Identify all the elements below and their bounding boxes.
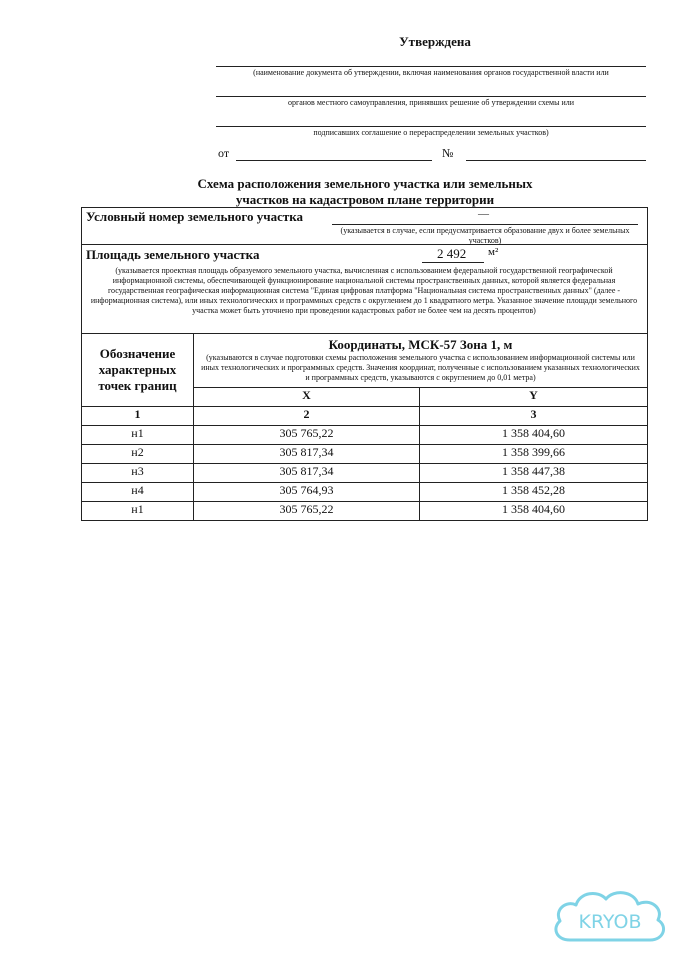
y-value: 1 358 447,38 bbox=[420, 464, 648, 483]
approved-title: Утверждена bbox=[399, 34, 471, 49]
point-name: н1 bbox=[82, 426, 194, 445]
document-title-line-2: участков на кадастровом плане территории bbox=[235, 192, 495, 207]
area-hint: (указывается проектная площадь образуемого земельного участка, вычисленная с использованием федеральной государственной географической информационной системы, обеспечивающей функционирование национальной системы пространственных данных, которой является федеральная государственная географическая информационная система "Единая цифровая платформа "Национальная система пространственных данных" (далее - информационная система), или иных технологических и программных средств с округлением до 1 квадратного метра. Указанное значение площади земельного участка может быть уточнено при проведении кадастровых работ не более чем на десять процентов) bbox=[90, 266, 638, 315]
area-value: 2 492 bbox=[437, 246, 467, 261]
table-row bbox=[82, 464, 648, 483]
plot-number-label: Условный номер земельного участка bbox=[86, 209, 304, 224]
watermark-text: KRYOB bbox=[578, 911, 642, 933]
x-value: 305 765,22 bbox=[194, 502, 420, 521]
column-number: 1 bbox=[82, 407, 194, 426]
table-row bbox=[82, 445, 648, 464]
approval-hint-1: (наименование документа об утверждении, включая наименования органов государственной власти или bbox=[253, 68, 609, 77]
coords-hint: (указываются в случае подготовки схемы расположения земельного участка с использованием информационной системы или иных технологических и программных средств. Значения координат, полученные с использованием указанных технологических и программных средств, указываются с округлением до 0,01 метра) bbox=[201, 353, 640, 382]
plot-number-row bbox=[82, 208, 648, 245]
x-value: 305 817,34 bbox=[194, 464, 420, 483]
x-header: X bbox=[194, 387, 420, 406]
area-row bbox=[82, 245, 648, 334]
x-value: 305 765,22 bbox=[194, 426, 420, 445]
approval-hint-3: подписавших соглашение о перераспределении земельных участков) bbox=[313, 128, 549, 137]
x-value: 305 817,34 bbox=[194, 445, 420, 464]
y-value: 1 358 452,28 bbox=[420, 483, 648, 502]
points-header: Обозначение характерных точек границ bbox=[98, 346, 177, 393]
approval-signers-line bbox=[216, 126, 646, 127]
date-line bbox=[236, 160, 432, 161]
document-title-line-1: Схема расположения земельного участка или земельных bbox=[197, 176, 533, 191]
coords-header: Координаты, МСК-57 Зона 1, м bbox=[328, 337, 513, 352]
table-row bbox=[82, 426, 648, 445]
number-label: № bbox=[442, 146, 454, 160]
area-line bbox=[422, 262, 484, 263]
column-number: 2 bbox=[194, 407, 420, 426]
table-row bbox=[82, 483, 648, 502]
approval-doc-line bbox=[216, 66, 646, 67]
area-unit: м² bbox=[488, 246, 499, 258]
y-value: 1 358 404,60 bbox=[420, 502, 648, 521]
plot-number-line bbox=[332, 224, 638, 225]
table-row bbox=[82, 502, 648, 521]
plot-number-value: — bbox=[478, 208, 489, 220]
cloud-icon bbox=[548, 884, 672, 950]
coordinates-table bbox=[81, 207, 648, 521]
point-name: н3 bbox=[82, 464, 194, 483]
y-value: 1 358 404,60 bbox=[420, 426, 648, 445]
approval-authority-line bbox=[216, 96, 646, 97]
y-value: 1 358 399,66 bbox=[420, 445, 648, 464]
coords-header-row bbox=[82, 334, 648, 388]
approval-hint-2: органов местного самоуправления, принявших решение об утверждении схемы или bbox=[287, 98, 575, 107]
watermark-logo bbox=[548, 884, 672, 950]
document-title bbox=[160, 176, 570, 208]
y-header: Y bbox=[420, 387, 648, 406]
point-name: н4 bbox=[82, 483, 194, 502]
from-label: от bbox=[218, 146, 230, 160]
column-number-row bbox=[82, 407, 648, 426]
point-name: н2 bbox=[82, 445, 194, 464]
column-number: 3 bbox=[420, 407, 648, 426]
point-name: н1 bbox=[82, 502, 194, 521]
number-line bbox=[466, 160, 646, 161]
x-value: 305 764,93 bbox=[194, 483, 420, 502]
plot-number-hint: (указывается в случае, если предусматривается образование двух и более земельных участков) bbox=[340, 226, 630, 245]
area-label: Площадь земельного участка bbox=[86, 247, 260, 262]
